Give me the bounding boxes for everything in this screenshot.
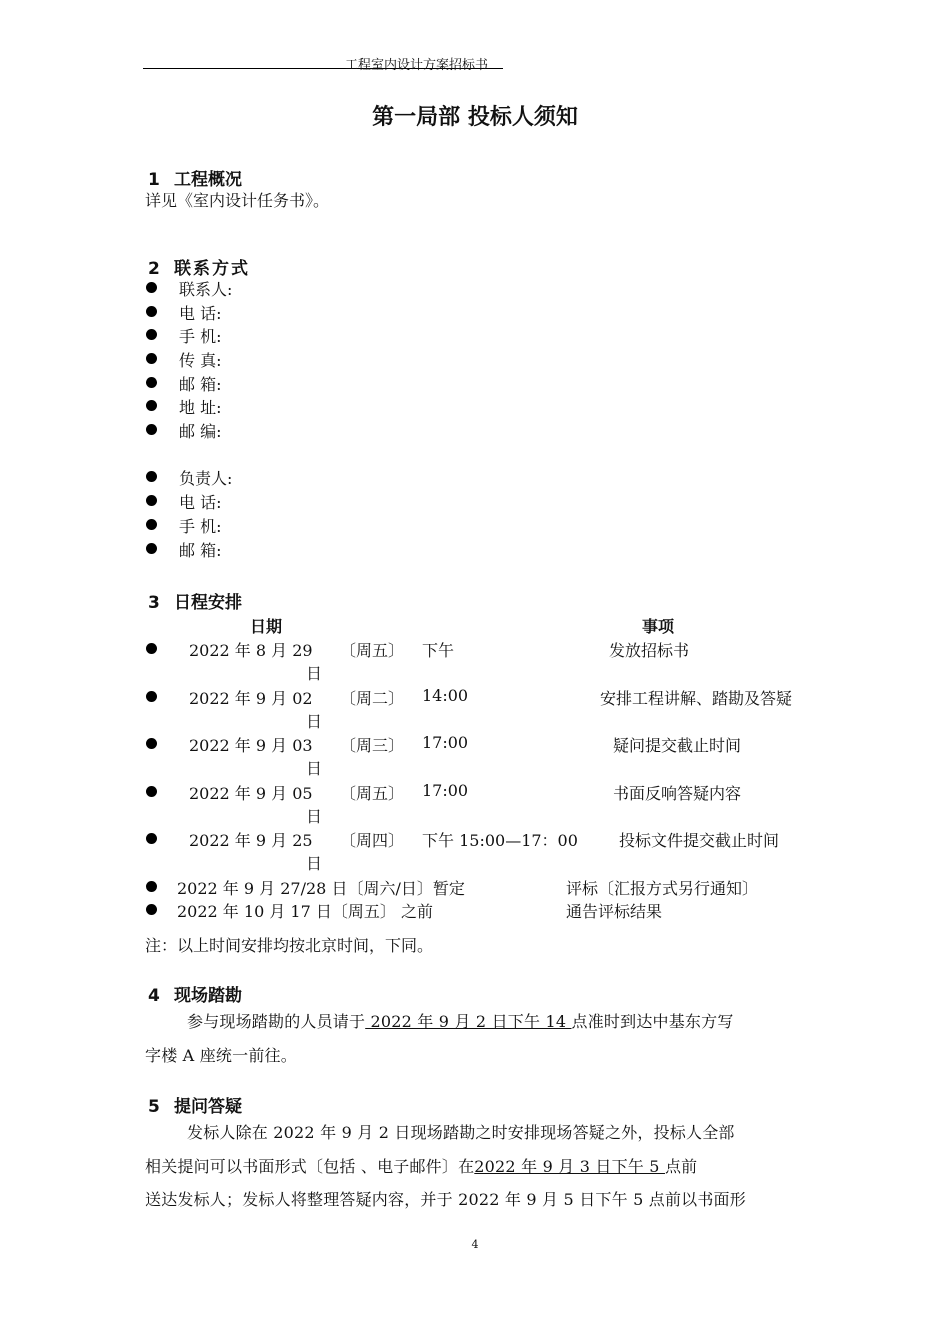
schedule-day: 日 [306, 664, 323, 683]
section-title: 工程概况 [174, 170, 242, 190]
schedule-day: 日 [306, 712, 323, 731]
schedule-time: 下午 [422, 641, 455, 660]
bullet [146, 904, 157, 915]
section-title: 现场踏勘 [174, 986, 242, 1006]
schedule-date: 2022 年 8 月 29 [189, 641, 313, 660]
schedule-col-date: 日期 [250, 617, 283, 636]
section-5-line-2 [145, 1154, 697, 1177]
schedule-item: 评标〔汇报方式另行通知〕 [566, 879, 759, 898]
section-title: 日程安排 [174, 593, 242, 613]
contact-label: 联系人: [179, 280, 233, 299]
contact-label: 邮 箱: [179, 375, 222, 394]
contact-label: 电 话: [179, 493, 222, 512]
bullet [146, 543, 157, 554]
schedule-weekday: 〔周三〕 [340, 736, 405, 755]
schedule-time: 17:00 [422, 733, 469, 752]
schedule-inline-date: 2022 年 10 月 17 日〔周五〕 之前 [177, 902, 433, 921]
section-4-heading [148, 981, 242, 1006]
section-title: 提问答疑 [174, 1097, 242, 1117]
running-header: 工程室内设计方案招标书 [345, 58, 489, 73]
schedule-item: 发放招标书 [609, 641, 690, 660]
schedule-item: 投标文件提交截止时间 [619, 831, 780, 850]
bullet [146, 471, 157, 482]
schedule-col-item: 事项 [642, 617, 675, 636]
bullet [146, 306, 157, 317]
schedule-weekday: 〔周五〕 [340, 784, 405, 803]
bullet [146, 519, 157, 530]
section-4-paragraph-line-1 [187, 1009, 734, 1032]
bullet [146, 400, 157, 411]
contact-label: 邮 编: [179, 422, 222, 441]
schedule-day: 日 [306, 854, 323, 873]
schedule-item: 疑问提交截止时间 [613, 736, 742, 755]
schedule-weekday: 〔周二〕 [340, 689, 405, 708]
contact-label: 地 址: [179, 398, 222, 417]
section-3-heading [148, 588, 242, 613]
page-number: 4 [471, 1238, 479, 1251]
schedule-date: 2022 年 9 月 02 [189, 689, 313, 708]
bullet [146, 738, 157, 749]
underlined-date: 2022 年 9 月 2 日下午 14 [365, 1012, 572, 1031]
text-run: 相关提问可以书面形式〔包括 、电子邮件〕在 [145, 1157, 475, 1176]
bullet [146, 691, 157, 702]
section-number: 5 [148, 1097, 160, 1117]
schedule-weekday: 〔周四〕 [340, 831, 405, 850]
schedule-note: 注：以上时间安排均按北京时间，下同。 [145, 936, 434, 955]
contact-label: 手 机: [179, 517, 222, 536]
schedule-date: 2022 年 9 月 25 [189, 831, 313, 850]
schedule-time: 下午 15:00—17：00 [422, 831, 578, 850]
schedule-date: 2022 年 9 月 03 [189, 736, 313, 755]
section-title: 联系方式 [174, 259, 250, 279]
bullet [146, 833, 157, 844]
schedule-item: 安排工程讲解、踏勘及答疑 [600, 689, 793, 708]
section-4-paragraph-line-2: 字楼 A 座统一前往。 [145, 1046, 297, 1065]
section-5-heading [148, 1092, 242, 1117]
section-1-heading [148, 165, 242, 190]
section-5-line-3: 送达发标人；发标人将整理答疑内容，并于 2022 年 9 月 5 日下午 5 点前以书面形 [145, 1190, 746, 1209]
section-number: 3 [148, 593, 160, 613]
schedule-day: 日 [306, 759, 323, 778]
schedule-day: 日 [306, 807, 323, 826]
bullet [146, 881, 157, 892]
bullet [146, 282, 157, 293]
section-number: 4 [148, 986, 160, 1006]
schedule-time: 17:00 [422, 781, 469, 800]
bullet [146, 377, 157, 388]
bullet [146, 495, 157, 506]
contact-label: 负责人: [179, 469, 233, 488]
schedule-time: 14:00 [422, 686, 469, 705]
schedule-item: 通告评标结果 [566, 902, 663, 921]
section-5-line-1: 发标人除在 2022 年 9 月 2 日现场踏勘之时安排现场答疑之外，投标人全部 [187, 1123, 735, 1142]
text-run: 参与现场踏勘的人员请于 [187, 1012, 366, 1031]
schedule-item: 书面反响答疑内容 [613, 784, 742, 803]
bullet [146, 329, 157, 340]
contact-label: 手 机: [179, 327, 222, 346]
contact-label: 邮 箱: [179, 541, 222, 560]
section-number: 1 [148, 170, 160, 190]
contact-label: 电 话: [179, 304, 222, 323]
schedule-weekday: 〔周五〕 [340, 641, 405, 660]
contact-label: 传 真: [179, 351, 222, 370]
bullet [146, 643, 157, 654]
text-run: 点前 [664, 1157, 698, 1176]
section-1-body: 详见《室内设计任务书》。 [145, 191, 330, 210]
section-2-heading [148, 254, 250, 279]
bullet [146, 786, 157, 797]
bullet [146, 424, 157, 435]
schedule-date: 2022 年 9 月 05 [189, 784, 313, 803]
schedule-inline-date: 2022 年 9 月 27/28 日〔周六/日〕暂定 [177, 879, 465, 898]
page-title: 第一局部 投标人须知 [372, 105, 578, 130]
bullet [146, 353, 157, 364]
section-number: 2 [148, 259, 160, 279]
underlined-date: 2022 年 9 月 3 日下午 5 [474, 1157, 665, 1176]
text-run: 点准时到达中基东方写 [571, 1012, 734, 1031]
